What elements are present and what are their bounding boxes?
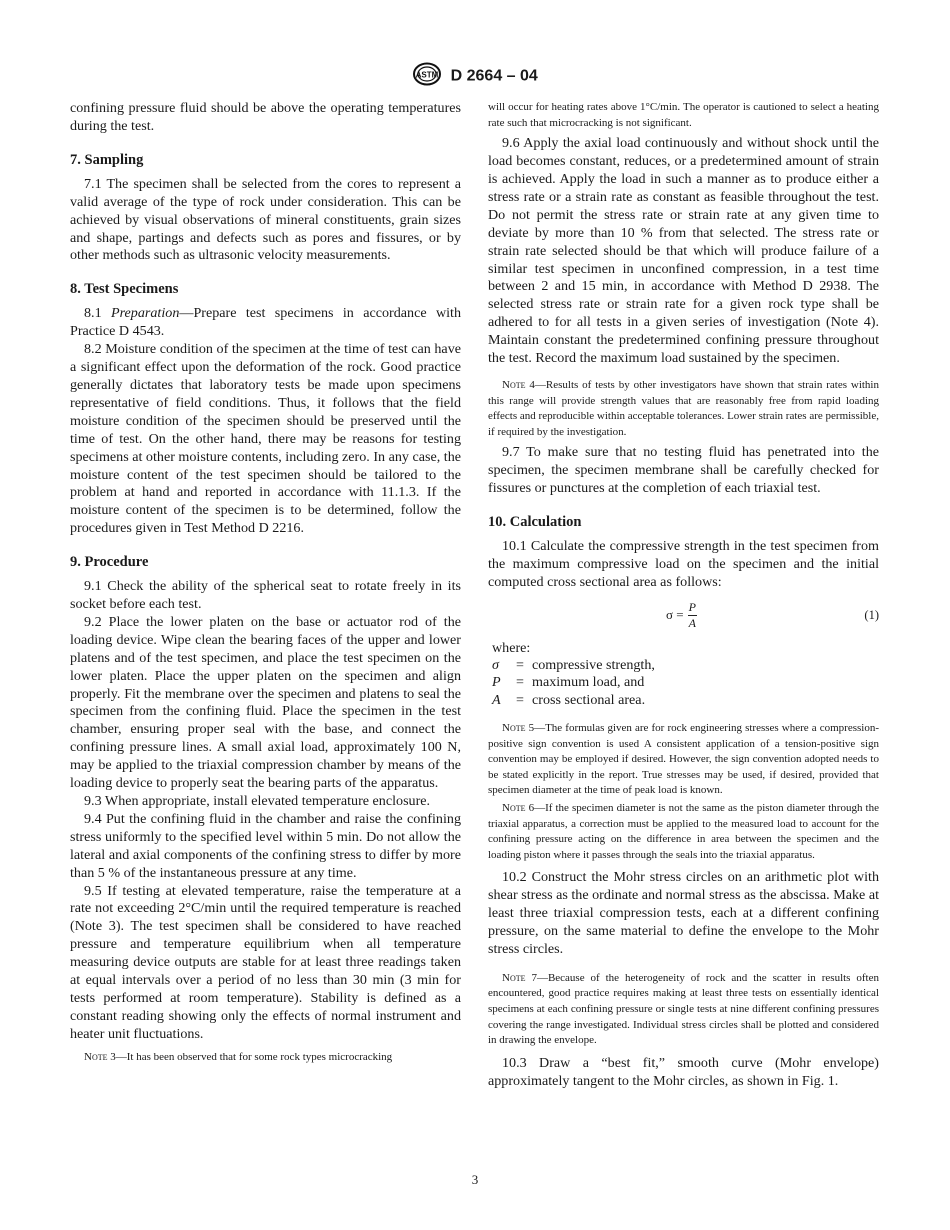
- section-10-heading: 10. Calculation: [488, 514, 582, 531]
- note-6: Note 6—If the specimen diameter is not the same as the piston diameter through the triaxial apparatus, a correction must be applied to the measured load to account for the confining pressure acting on the difference in area between the specimen and the loading piston where it passes through the seals into the triaxial apparatus.: [488, 801, 879, 861]
- note-4: Note 4—Results of tests by other investigators have shown that strain rates within this range will provide strength values that are reasonably free from rapid loading effects and reproducible within acceptable tolerances. Lower strain rates are permissible, if required by the investigation.: [488, 378, 879, 438]
- paragraph-10-2: 10.2 Construct the Mohr stress circles on an arithmetic plot with shear stress as the ordinate and normal stress as the abscissa. Make at least three triaxial compression tests, each at a different confining pressure, on the same material to define the envelope to the Mohr stress circles.: [488, 869, 879, 957]
- fraction-numerator: P: [688, 599, 696, 614]
- astm-logo-icon: [412, 62, 442, 91]
- where-item: A = cross sectional area.: [492, 691, 646, 708]
- equation-fraction: [688, 600, 697, 631]
- paragraph-9-3: 9.3 When appropriate, install elevated temperature enclosure.: [84, 793, 431, 809]
- paragraph-9-1: 9.1 Check the ability of the spherical seat to rotate freely in its socket before each test.: [70, 578, 461, 613]
- where-block: [492, 640, 879, 709]
- paragraph-10-1: 10.1 Calculate the compressive strength in the test specimen from the maximum compressive load on the specimen and the initial computed cross sectional area as follows:: [488, 538, 879, 590]
- equation-number: (1): [864, 607, 879, 622]
- paragraph-9-2: 9.2 Place the lower platen on the base or actuator rod of the loading device. Wipe clean the bearing faces of the upper and lower platens and of the test specimen, and place the test specimen on the lower platen. Place the upper platen on the specimen and align properly. Fit the membrane over the specimen and platens to seal the specimen from the confining fluid. Place the specimen in the test chamber, ensuring proper seal with the base, and connect the confining pressure lines. A small axial load, approximately 100 N, may be applied to the triaxial compression chamber by means of the loading device to properly seat the bearing parts of the apparatus.: [70, 613, 461, 792]
- left-column: [70, 100, 461, 1065]
- paragraph-7-1: 7.1 The specimen shall be selected from the cores to represent a valid average of the type of rock under consideration. This can be achieved by visual observations of mineral constituents, grain sizes and shape, partings and defects such as pores and fissures, or by other methods such as ultrasonic velocity measurements.: [70, 175, 461, 264]
- paragraph-9-6: 9.6 Apply the axial load continuously and without shock until the load becomes constant, reduces, or a predetermined amount of strain is achieved. Apply the load in such a manner as to produce either a stress rate or a strain rate as constant as feasible throughout the test. Do not permit the stress rate or strain rate at any given time to deviate by more than 10 % from that selected. The stress rate or strain rate selected should be that which will produce failure of a similar test specimen in unconfined compression, in a test time between 2 and 15 min, in accordance with Method D 2938. The selected stress rate or strain rate for a given rock type shall be adhered to for all tests in a given series of investigation (Note 4). Maintain constant the predetermined confining pressure throughout the test. Record the maximum load sustained by the specimen.: [488, 135, 879, 367]
- equation-1: [488, 598, 879, 636]
- note-3-continued: will occur for heating rates above 1°C/min. The operator is cautioned to select a heating rate such that microcracking is not significant.: [488, 101, 879, 129]
- page-number: 3: [471, 1172, 479, 1187]
- section-8-heading: 8. Test Specimens: [70, 281, 179, 298]
- logo-text: ASTM: [415, 70, 439, 80]
- note-3: Note 3—It has been observed that for some rock types microcracking: [84, 1050, 393, 1063]
- note-5: Note 5—The formulas given are for rock engineering stresses where a compression-positive sign convention is used A consistent application of a tension-positive sign convention may be employed if desired. However, the sign convention adopted needs to be stated explicitly in the report. True stresses may be used, if desired, provided that specimen diameter at the time of peak load is known.: [488, 721, 879, 797]
- document-title: D 2664 – 04: [450, 67, 538, 85]
- where-label: where:: [492, 639, 531, 656]
- equation-lhs: σ =: [666, 607, 684, 623]
- section-7-heading: 7. Sampling: [70, 151, 144, 168]
- where-item: σ = compressive strength,: [492, 657, 655, 674]
- paragraph-8-1: 8.1 Preparation—Prepare test specimens in accordance with Practice D 4543.: [70, 305, 461, 340]
- paragraph-9-7: 9.7 To make sure that no testing fluid has penetrated into the specimen, the specimen membrane shall be carefully checked for fissures or punctures at the completion of each triaxial test.: [488, 444, 879, 497]
- where-item: P = maximum load, and: [492, 674, 645, 691]
- section-9-heading: 9. Procedure: [70, 554, 149, 571]
- paragraph-9-5: 9.5 If testing at elevated temperature, raise the temperature at a rate not exceeding 2°C/min until the required temperature is reached (Note 3). The test specimen shall be considered to have reached pressure and temperature equilibrium when all temperature measuring device outputs are stable for at least three readings taken at equal intervals over a period of no less than 30 min (3 min for tests performed at room temperature). Stability is defined as a constant reading showing only the effects of normal instrument and heater unit fluctuations.: [70, 882, 461, 1042]
- note-7: Note 7—Because of the heterogeneity of rock and the scatter in results often encountered, good practice requires making at least three tests on essentially identical specimens at each confining pressure or single tests at nine different confining pressures covering the range investigated. Individual stress circles shall be plotted and considered in drawing the envelope.: [488, 971, 879, 1047]
- fraction-denominator: A: [688, 615, 696, 630]
- paragraph-8-2: 8.2 Moisture condition of the specimen at the time of test can have a significant effect upon the deformation of the rock. Good practice generally dictates that laboratory tests be made upon specimens representative of field conditions. Thus, it follows that the field moisture condition of the specimen should be preserved until the time of test. On the other hand, there may be reasons for testing specimens at other moisture contents, including zero. In any case, the moisture content of the test specimen should be tailored to the problem at hand and reported in accordance with 11.1.3. If the moisture content of the specimen is to be determined, follow the procedures given in Test Method D 2216.: [70, 341, 461, 537]
- preparation-term: Preparation: [110, 305, 180, 322]
- continued-paragraph: confining pressure fluid should be above the operating temperatures during the test.: [70, 100, 461, 134]
- paragraph-9-4: 9.4 Put the confining fluid in the chamber and raise the confining stress uniformly to the specified level within 5 min. Do not allow the lateral and axial components of the confining stress to differ by more than 5 % of the instantaneous pressure at any time.: [70, 810, 461, 881]
- right-column: [488, 100, 879, 1091]
- page-header: [0, 62, 950, 91]
- paragraph-10-3: 10.3 Draw a “best fit,” smooth curve (Mohr envelope) approximately tangent to the Mohr circles, as shown in Fig. 1.: [488, 1054, 879, 1089]
